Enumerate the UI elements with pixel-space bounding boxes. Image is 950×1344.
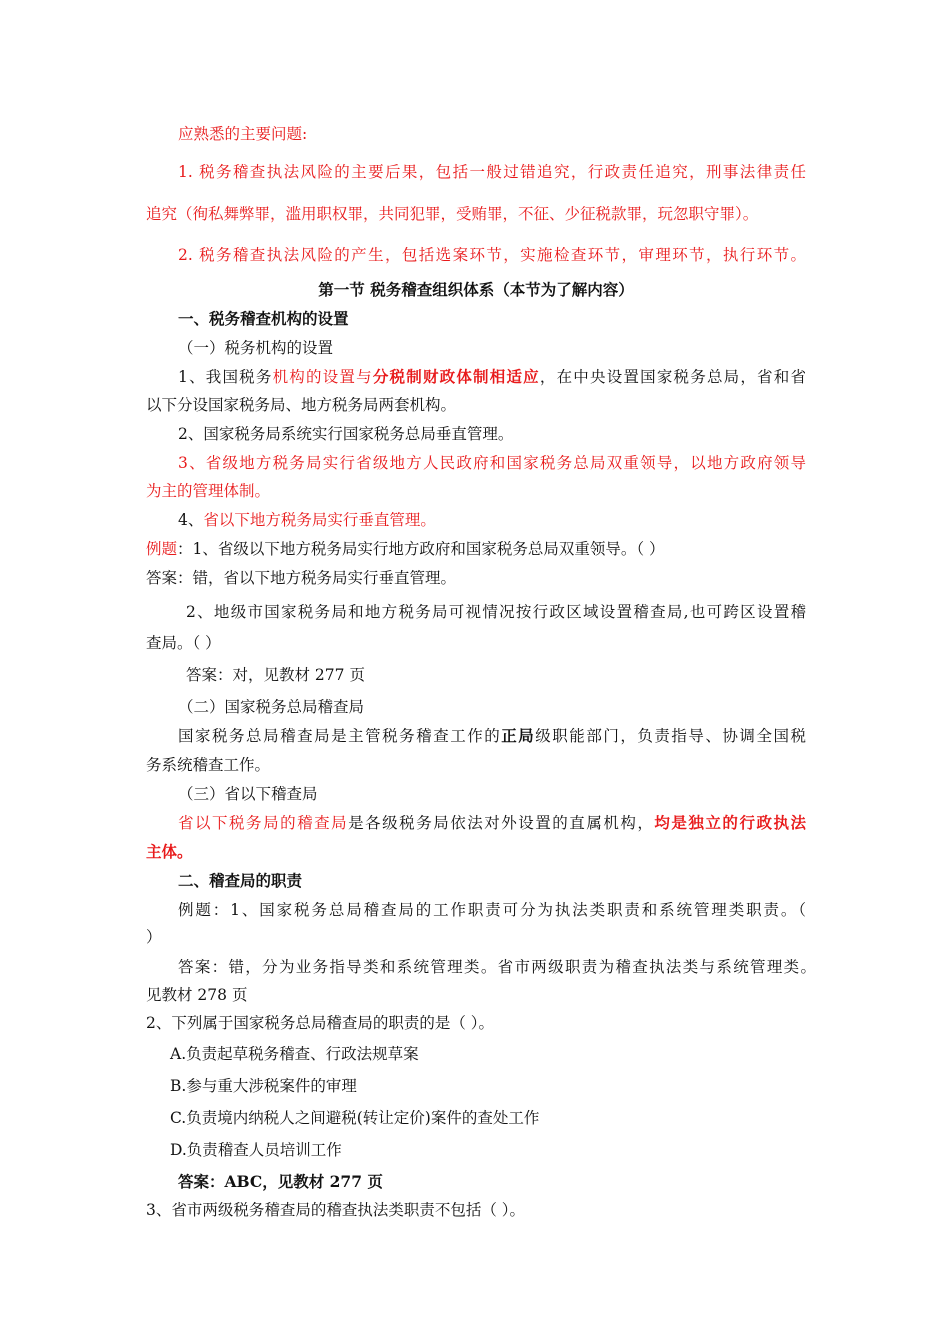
part1-item2: 2、国家税务局系统实行国家税务总局垂直管理。 — [178, 425, 514, 443]
part1-sub2-para-line-1: 国家税务总局稽查局是主管税务稽查工作的正局级职能部门，负责指导、协调全国税 — [178, 726, 806, 745]
part1-sub1-heading: （一）税务机构的设置 — [178, 339, 334, 357]
part1-example-2-line-2: 查局。（ ） — [146, 634, 221, 652]
part2-option-d: D.负责稽查人员培训工作 — [170, 1141, 342, 1159]
part2-example-1-line-1: 例题：1、国家税务总局稽查局的工作职责可分为执法类职责和系统管理类职责。（ — [178, 901, 806, 919]
part2-option-c: C.负责境内纳税人之间避税(转让定价)案件的查处工作 — [170, 1109, 540, 1127]
part1-sub3-para-line-1: 省以下税务局的稽查局是各级税务局依法对外设置的直属机构，均是独立的行政执法 — [178, 813, 806, 832]
part2-heading: 二、稽查局的职责 — [178, 871, 303, 890]
part1-heading: 一、税务稽查机构的设置 — [178, 309, 349, 328]
intro-point-1-line-2: 追究（徇私舞弊罪，滥用职权罪，共同犯罪，受贿罪，不征、少征税款罪，玩忽职守罪）。 — [146, 205, 759, 223]
part1-sub2-heading: （二）国家税务总局稽查局 — [178, 698, 365, 716]
part1-sub3-para-line-2: 主体。 — [146, 842, 193, 861]
part2-question-3: 3、省市两级税务稽查局的稽查执法类职责不包括（ ）。 — [146, 1201, 526, 1219]
part2-answer-1-line-1: 答案：错，分为业务指导类和系统管理类。省市两级职责为稽查执法类与系统管理类。 — [178, 958, 816, 976]
part1-item3-line-2: 为主的管理体制。 — [146, 482, 271, 500]
intro-heading: 应熟悉的主要问题: — [178, 125, 308, 143]
part1-item1-line-2: 以下分设国家税务局、地方税务局两套机构。 — [146, 396, 457, 414]
part1-item4: 4、省以下地方税务局实行垂直管理。 — [178, 511, 436, 529]
part2-question-2: 2、下列属于国家税务总局稽查局的职责的是（ ）。 — [146, 1014, 495, 1032]
part1-sub2-para-line-2: 务系统稽查工作。 — [146, 756, 271, 774]
part2-example-1-line-2: ） — [146, 928, 162, 946]
part2-option-b: B.参与重大涉税案件的审理 — [170, 1077, 357, 1095]
part1-item3-line-1: 3、省级地方税务局实行省级地方人民政府和国家税务总局双重领导，以地方政府领导 — [178, 454, 806, 472]
part1-sub3-heading: （三）省以下稽查局 — [178, 785, 318, 803]
part1-answer-1: 答案：错，省以下地方税务局实行垂直管理。 — [146, 569, 457, 587]
part2-option-a: A.负责起草税务稽查、行政法规草案 — [170, 1045, 419, 1063]
section-title: 第一节 税务稽查组织体系（本节为了解内容） — [318, 280, 634, 299]
part2-answer-1-line-2: 见教材 278 页 — [146, 986, 248, 1004]
part1-example-1: 例题：1、省级以下地方税务局实行地方政府和国家税务总局双重领导。（ ） — [146, 540, 665, 558]
intro-point-1-line-1: 1. 税务稽查执法风险的主要后果，包括一般过错追究，行政责任追究，刑事法律责任 — [178, 163, 806, 181]
part2-answer-2: 答案：ABC，见教材 277 页 — [178, 1172, 383, 1191]
part1-example-2-line-1: 2、地级市国家税务局和地方税务局可视情况按行政区域设置稽查局,也可跨区设置稽 — [186, 603, 806, 621]
part1-answer-2: 答案：对，见教材 277 页 — [186, 666, 365, 684]
intro-point-2: 2. 税务稽查执法风险的产生，包括选案环节，实施检查环节，审理环节，执行环节。 — [178, 246, 806, 264]
part1-item1-line-1: 1、我国税务机构的设置与分税制财政体制相适应，在中央设置国家税务总局，省和省 — [178, 367, 806, 386]
